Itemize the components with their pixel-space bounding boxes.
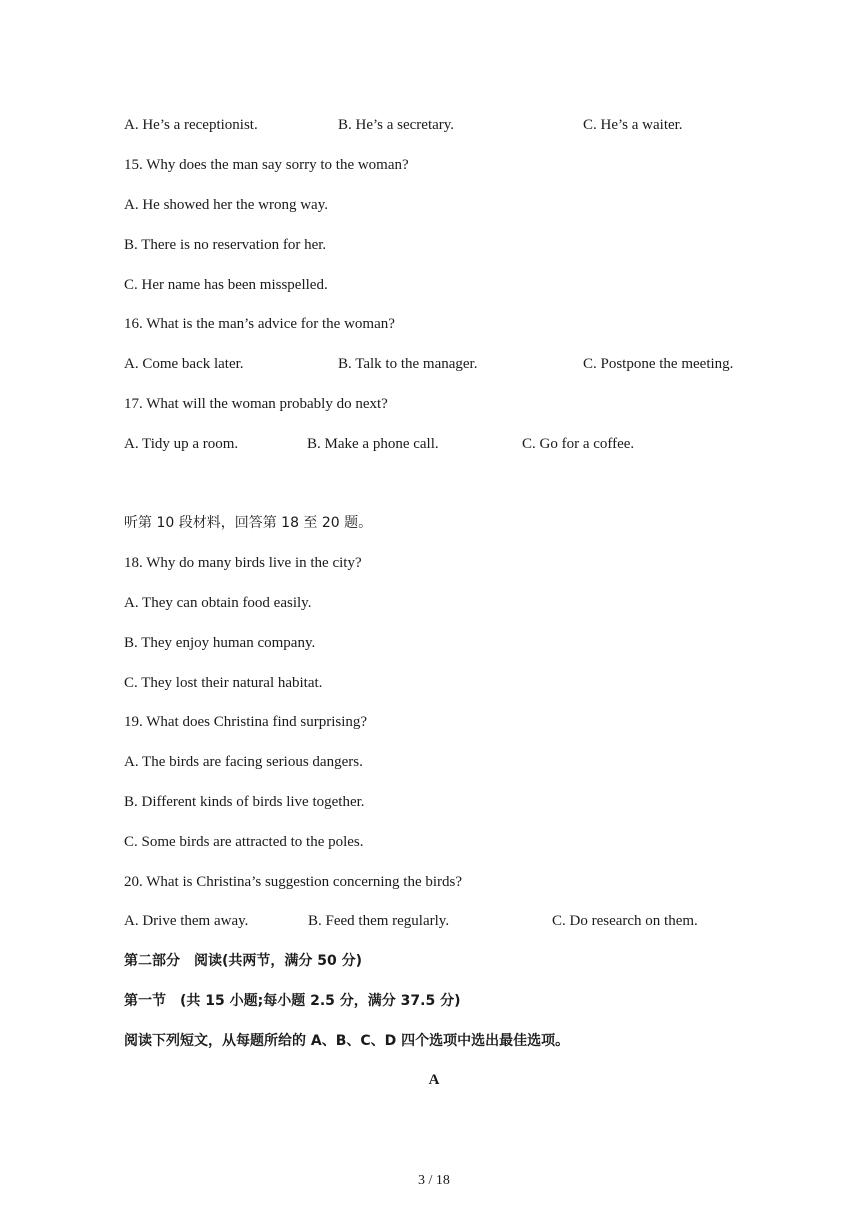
passage-label: A [428, 1072, 440, 1088]
section10-intro: 听第 10 段材料，回答第 18 至 20 题。 [124, 515, 373, 531]
q16-option-c: C. Postpone the meeting. [583, 356, 734, 372]
q16-question: 16. What is the man’s advice for the woman? [124, 316, 395, 332]
q15-option-a: A. He showed her the wrong way. [124, 197, 328, 213]
q18-question: 18. Why do many birds live in the city? [124, 555, 362, 571]
part2-heading: 第二部分 阅读(共两节，满分 50 分) [124, 953, 363, 969]
q20-option-c: C. Do research on them. [552, 913, 698, 929]
q14-option-b: B. He’s a secretary. [338, 117, 455, 133]
q19-option-c: C. Some birds are attracted to the poles. [124, 834, 364, 850]
q17-option-a: A. Tidy up a room. [124, 436, 239, 452]
q14-option-c: C. He’s a waiter. [583, 117, 683, 133]
q18-option-c: C. They lost their natural habitat. [124, 675, 323, 691]
q20-question: 20. What is Christina’s suggestion concerning the birds? [124, 874, 463, 890]
q15-option-b: B. There is no reservation for her. [124, 237, 327, 253]
q17-option-c: C. Go for a coffee. [522, 436, 635, 452]
q20-option-a: A. Drive them away. [124, 913, 249, 929]
q16-option-b: B. Talk to the manager. [338, 356, 478, 372]
q19-question: 19. What does Christina find surprising? [124, 714, 368, 730]
q18-option-a: A. They can obtain food easily. [124, 595, 312, 611]
q16-option-a: A. Come back later. [124, 356, 244, 372]
page-number: 3 / 18 [418, 1173, 450, 1188]
q19-option-b: B. Different kinds of birds live together. [124, 794, 365, 810]
q14-option-a: A. He’s a receptionist. [124, 117, 258, 133]
q15-option-c: C. Her name has been misspelled. [124, 277, 328, 293]
q17-option-b: B. Make a phone call. [307, 436, 439, 452]
section1-heading: 第一节 (共 15 小题;每小题 2.5 分，满分 37.5 分) [124, 993, 461, 1009]
q18-option-b: B. They enjoy human company. [124, 635, 316, 651]
q17-question: 17. What will the woman probably do next? [124, 396, 388, 412]
q19-option-a: A. The birds are facing serious dangers. [124, 754, 363, 770]
q20-option-b: B. Feed them regularly. [308, 913, 450, 929]
reading-instructions: 阅读下列短文，从每题所给的 A、B、C、D 四个选项中选出最佳选项。 [124, 1033, 570, 1049]
q15-question: 15. Why does the man say sorry to the woman? [124, 157, 409, 173]
